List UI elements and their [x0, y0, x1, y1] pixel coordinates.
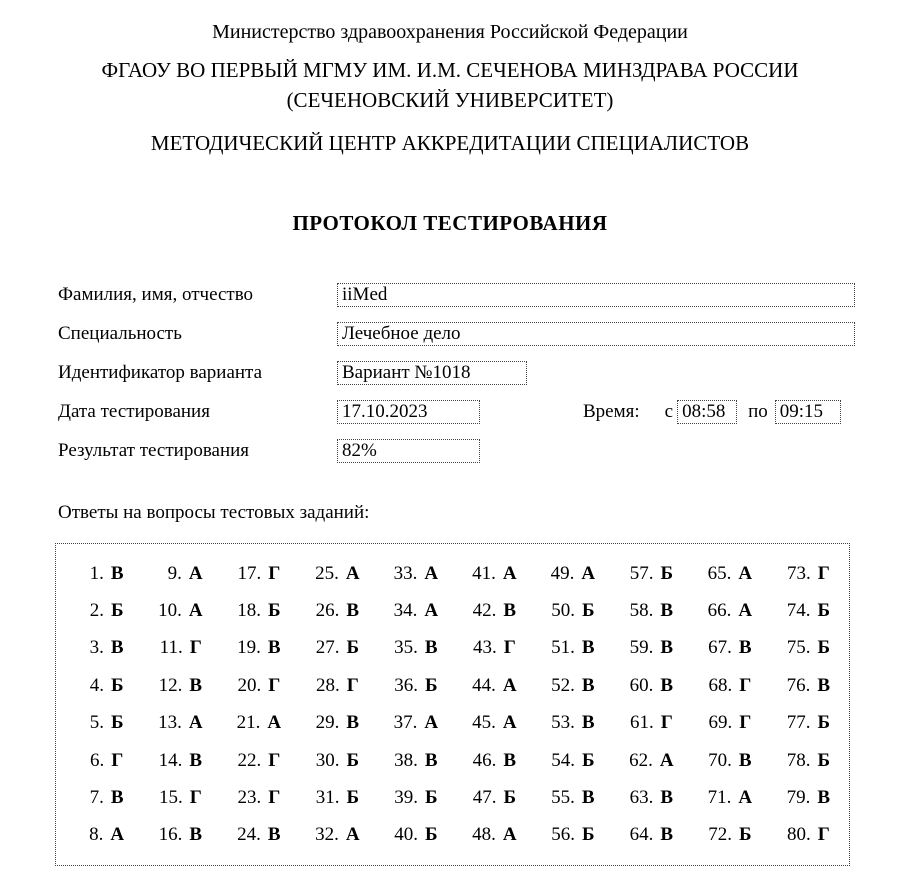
answer-cell [767, 563, 846, 585]
question-number: 66. [707, 600, 732, 622]
answer-letter: А [502, 824, 517, 846]
answer-letter: Б [817, 712, 831, 734]
answer-letter: В [424, 749, 438, 771]
question-number: 41. [472, 562, 496, 584]
answer-cell [688, 824, 767, 846]
answer-cell [688, 637, 767, 659]
answer-letter: В [581, 712, 595, 734]
answer-cell [217, 787, 296, 809]
question-number: 25. [315, 562, 339, 584]
answer-letter: В [817, 787, 831, 809]
answer-cell [453, 750, 532, 772]
question-number: 63. [629, 787, 654, 809]
answer-letter: Б [346, 637, 360, 659]
question-number: 57. [629, 562, 654, 584]
answer-letter: Б [581, 600, 595, 622]
question-number: 71. [707, 787, 732, 809]
answer-letter: Г [817, 562, 830, 584]
answer-letter: Б [346, 749, 360, 771]
answer-cell [139, 563, 218, 585]
answer-cell [374, 750, 453, 772]
answer-letter: Б [424, 674, 438, 696]
question-number: 52. [551, 674, 575, 696]
answer-letter: Б [581, 824, 595, 846]
answer-cell [217, 675, 296, 697]
answer-cell [767, 637, 846, 659]
question-number: 60. [629, 674, 654, 696]
answer-letter: А [188, 712, 203, 734]
answer-letter: В [581, 674, 595, 696]
answer-letter: Г [817, 824, 830, 846]
answer-row [60, 817, 845, 854]
answer-letter: В [660, 787, 674, 809]
question-number: 15. [158, 787, 183, 809]
answer-letter: В [110, 562, 124, 584]
fullname-field[interactable]: iiMed [337, 283, 855, 307]
answer-cell [60, 824, 139, 846]
answer-cell [217, 637, 296, 659]
form-row-date [58, 400, 900, 424]
answer-letter: Г [189, 787, 202, 809]
answer-letter: Б [346, 787, 360, 809]
answer-row [60, 555, 845, 592]
specialty-field[interactable]: Лечебное дело [337, 322, 855, 346]
question-number: 27. [315, 637, 340, 659]
question-number: 75. [786, 637, 811, 659]
answer-letter: В [660, 637, 674, 659]
answer-letter: Б [424, 824, 438, 846]
question-number: 77. [786, 712, 811, 734]
question-number: 74. [786, 600, 811, 622]
question-number: 29. [315, 712, 340, 734]
question-number: 3. [89, 637, 104, 659]
answer-letter: В [660, 824, 674, 846]
answer-cell [453, 675, 532, 697]
answer-cell [60, 563, 139, 585]
answer-cell [60, 675, 139, 697]
result-label: Результат тестирования [58, 440, 250, 461]
answer-cell [374, 787, 453, 809]
protocol-form [0, 283, 900, 463]
answer-letter: А [738, 562, 753, 584]
answer-letter: Г [660, 712, 673, 734]
answers-heading: Ответы на вопросы тестовых заданий: [58, 502, 370, 523]
answer-letter: В [738, 749, 752, 771]
question-number: 1. [89, 562, 104, 584]
question-number: 61. [629, 712, 654, 734]
answer-cell [296, 712, 375, 734]
answer-cell [296, 750, 375, 772]
question-number: 16. [158, 824, 183, 846]
answer-letter: Б [110, 712, 124, 734]
page-title: ПРОТОКОЛ ТЕСТИРОВАНИЯ [292, 211, 608, 235]
answer-letter: А [738, 600, 753, 622]
answer-cell [688, 787, 767, 809]
answer-letter: В [110, 637, 124, 659]
answer-cell [60, 712, 139, 734]
answer-cell [688, 563, 767, 585]
question-number: 68. [708, 674, 733, 696]
answer-letter: Б [424, 787, 438, 809]
answer-letter: В [267, 824, 281, 846]
date-label: Дата тестирования [58, 401, 210, 422]
question-number: 17. [237, 562, 262, 584]
answer-letter: Б [110, 674, 124, 696]
answer-cell [767, 712, 846, 734]
answer-letter: Б [817, 600, 831, 622]
question-number: 35. [394, 637, 418, 659]
fullname-label: Фамилия, имя, отчество [58, 284, 254, 305]
answer-cell [610, 563, 689, 585]
time-group [480, 400, 841, 424]
question-number: 76. [786, 674, 811, 696]
university-alt-name-line: (СЕЧЕНОВСКИЙ УНИВЕРСИТЕТ) [286, 88, 614, 112]
answer-letter: А [424, 562, 439, 584]
question-number: 9. [167, 562, 182, 584]
question-number: 58. [629, 600, 654, 622]
answer-cell [531, 600, 610, 622]
answer-cell [688, 750, 767, 772]
answer-letter: А [188, 562, 203, 584]
question-number: 19. [237, 637, 261, 659]
answer-letter: Б [817, 749, 831, 771]
question-number: 2. [89, 600, 104, 622]
accreditation-center-line: МЕТОДИЧЕСКИЙ ЦЕНТР АККРЕДИТАЦИИ СПЕЦИАЛИСТОВ [150, 131, 750, 155]
answer-cell [296, 787, 375, 809]
answer-cell [610, 675, 689, 697]
answer-letter: Г [111, 749, 124, 771]
question-number: 79. [786, 787, 811, 809]
answer-letter: В [346, 600, 360, 622]
answer-letter: Г [268, 787, 281, 809]
question-number: 11. [159, 637, 183, 659]
answer-letter: В [189, 749, 203, 771]
answer-letter: В [817, 674, 831, 696]
question-number: 53. [551, 712, 575, 734]
question-number: 14. [158, 749, 183, 771]
answer-cell [767, 675, 846, 697]
answer-cell [610, 824, 689, 846]
question-number: 5. [89, 712, 104, 734]
question-number: 39. [394, 787, 418, 809]
date-field[interactable]: 17.10.2023 [337, 400, 480, 424]
variant-field[interactable]: Вариант №1018 [337, 361, 527, 385]
answer-cell [139, 787, 218, 809]
question-number: 6. [89, 749, 105, 771]
answer-cell [610, 600, 689, 622]
question-number: 80. [786, 824, 811, 846]
answer-cell [374, 824, 453, 846]
answer-cell [531, 675, 610, 697]
answer-cell [688, 600, 767, 622]
answer-letter: Б [503, 787, 517, 809]
answer-letter: В [346, 712, 360, 734]
answer-cell [374, 712, 453, 734]
question-number: 65. [707, 562, 732, 584]
answer-cell [296, 675, 375, 697]
question-number: 72. [708, 824, 732, 846]
answer-letter: В [189, 674, 203, 696]
answer-cell [217, 750, 296, 772]
answer-cell [296, 637, 375, 659]
answer-cell [531, 712, 610, 734]
question-number: 28. [315, 674, 340, 696]
question-number: 51. [551, 637, 575, 659]
answer-letter: А [188, 600, 203, 622]
question-number: 49. [550, 562, 575, 584]
answer-cell [610, 787, 689, 809]
question-number: 33. [393, 562, 418, 584]
answer-cell [531, 637, 610, 659]
answer-cell [453, 637, 532, 659]
time-label: Время: [583, 401, 640, 422]
question-number: 42. [472, 600, 497, 622]
question-number: 4. [89, 674, 104, 696]
question-number: 21. [236, 712, 261, 734]
question-number: 44. [472, 674, 496, 696]
answer-cell [767, 787, 846, 809]
question-number: 24. [237, 824, 261, 846]
answer-cell [531, 824, 610, 846]
answer-letter: В [189, 824, 203, 846]
answer-cell [296, 824, 375, 846]
question-number: 18. [237, 600, 261, 622]
answer-cell [453, 600, 532, 622]
answer-cell [688, 712, 767, 734]
answer-cell [374, 600, 453, 622]
answer-letter: А [738, 787, 753, 809]
form-row-result [58, 439, 900, 463]
answer-cell [139, 637, 218, 659]
answer-row [60, 630, 845, 667]
question-number: 73. [786, 562, 811, 584]
answer-letter: В [581, 787, 595, 809]
answer-letter: Г [346, 674, 359, 696]
answer-cell [139, 750, 218, 772]
answer-letter: А [659, 749, 674, 771]
answer-letter: Г [503, 637, 516, 659]
answer-letter: В [267, 637, 281, 659]
question-number: 7. [89, 787, 104, 809]
form-row-variant [58, 361, 900, 385]
answer-letter: А [502, 712, 517, 734]
variant-label: Идентификатор варианта [58, 362, 263, 383]
question-number: 37. [393, 712, 418, 734]
answer-cell [453, 787, 532, 809]
answer-cell [296, 563, 375, 585]
answer-cell [453, 563, 532, 585]
answer-letter: А [502, 674, 517, 696]
question-number: 31. [315, 787, 340, 809]
answers-table [55, 543, 850, 866]
answer-row [60, 667, 845, 704]
answer-row [60, 779, 845, 816]
answer-row [60, 592, 845, 629]
time-from-label: с [664, 401, 674, 422]
question-number: 30. [315, 749, 340, 771]
answer-cell [531, 563, 610, 585]
answer-cell [374, 675, 453, 697]
question-number: 70. [708, 749, 732, 771]
question-number: 38. [394, 749, 418, 771]
question-number: 8. [89, 824, 104, 846]
question-number: 34. [393, 600, 418, 622]
answer-cell [139, 712, 218, 734]
answer-cell [610, 712, 689, 734]
answer-cell [453, 824, 532, 846]
question-number: 50. [551, 600, 575, 622]
specialty-label: Специальность [58, 323, 182, 344]
question-number: 55. [551, 787, 575, 809]
answer-cell [139, 675, 218, 697]
answer-cell [60, 750, 139, 772]
answer-letter: В [503, 600, 517, 622]
answer-letter: В [581, 637, 595, 659]
answer-cell [610, 637, 689, 659]
answer-cell [217, 600, 296, 622]
answer-cell [767, 600, 846, 622]
answer-letter: А [345, 562, 360, 584]
question-number: 62. [629, 749, 653, 771]
ministry-line: Министерство здравоохранения Российской Федерации [212, 21, 688, 43]
result-field[interactable]: 82% [337, 439, 480, 463]
answer-letter: А [424, 712, 439, 734]
question-number: 67. [708, 637, 732, 659]
question-number: 40. [394, 824, 418, 846]
answer-letter: Б [817, 637, 831, 659]
question-number: 48. [472, 824, 496, 846]
answer-row [60, 705, 845, 742]
answer-letter: Г [268, 674, 281, 696]
answer-letter: Г [739, 674, 752, 696]
question-number: 32. [315, 824, 339, 846]
form-row-fullname [58, 283, 900, 307]
answer-cell [453, 712, 532, 734]
time-to-field[interactable]: 09:15 [775, 400, 841, 424]
answer-cell [217, 824, 296, 846]
answer-cell [531, 787, 610, 809]
answer-cell [139, 824, 218, 846]
answer-letter: Г [268, 562, 281, 584]
question-number: 43. [472, 637, 497, 659]
answer-letter: В [424, 637, 438, 659]
question-number: 26. [315, 600, 340, 622]
answer-letter: Б [110, 600, 124, 622]
answer-cell [296, 600, 375, 622]
question-number: 78. [786, 749, 811, 771]
answer-letter: А [267, 712, 282, 734]
answer-letter: А [502, 562, 517, 584]
question-number: 69. [708, 712, 733, 734]
form-row-specialty [58, 322, 900, 346]
answer-cell [60, 637, 139, 659]
question-number: 45. [472, 712, 496, 734]
answer-cell [531, 750, 610, 772]
answer-letter: А [424, 600, 439, 622]
answer-letter: Б [738, 824, 752, 846]
question-number: 10. [158, 600, 182, 622]
answer-letter: Б [581, 749, 595, 771]
question-number: 46. [472, 749, 497, 771]
question-number: 54. [551, 749, 575, 771]
university-name-line: ФГАОУ ВО ПЕРВЫЙ МГМУ ИМ. И.М. СЕЧЕНОВА МИНЗДРАВА РОССИИ [101, 58, 799, 82]
question-number: 47. [472, 787, 497, 809]
question-number: 12. [158, 674, 183, 696]
answer-letter: В [503, 749, 517, 771]
question-number: 23. [237, 787, 262, 809]
answer-letter: А [581, 562, 596, 584]
time-from-field[interactable]: 08:58 [677, 400, 737, 424]
question-number: 13. [158, 712, 182, 734]
answer-letter: Г [189, 637, 202, 659]
answer-letter: Б [267, 600, 281, 622]
answer-letter: Б [660, 562, 674, 584]
document-header [0, 0, 900, 158]
question-number: 56. [551, 824, 575, 846]
answer-cell [767, 750, 846, 772]
answer-letter: В [660, 600, 674, 622]
answer-cell [217, 712, 296, 734]
question-number: 36. [394, 674, 418, 696]
answer-letter: А [345, 824, 360, 846]
answer-cell [374, 563, 453, 585]
answer-cell [610, 750, 689, 772]
answer-row [60, 742, 845, 779]
question-number: 22. [237, 749, 262, 771]
answer-cell [374, 637, 453, 659]
answer-letter: В [738, 637, 752, 659]
answer-cell [767, 824, 846, 846]
question-number: 20. [237, 674, 262, 696]
answer-letter: В [110, 787, 124, 809]
time-to-label: по [748, 401, 768, 422]
answer-cell [139, 600, 218, 622]
answer-letter: А [110, 824, 125, 846]
answer-letter: Г [268, 749, 281, 771]
answer-cell [60, 600, 139, 622]
question-number: 59. [629, 637, 654, 659]
answer-cell [217, 563, 296, 585]
answer-cell [60, 787, 139, 809]
answer-letter: В [660, 674, 674, 696]
question-number: 64. [629, 824, 654, 846]
answer-letter: Г [739, 712, 752, 734]
answer-cell [688, 675, 767, 697]
